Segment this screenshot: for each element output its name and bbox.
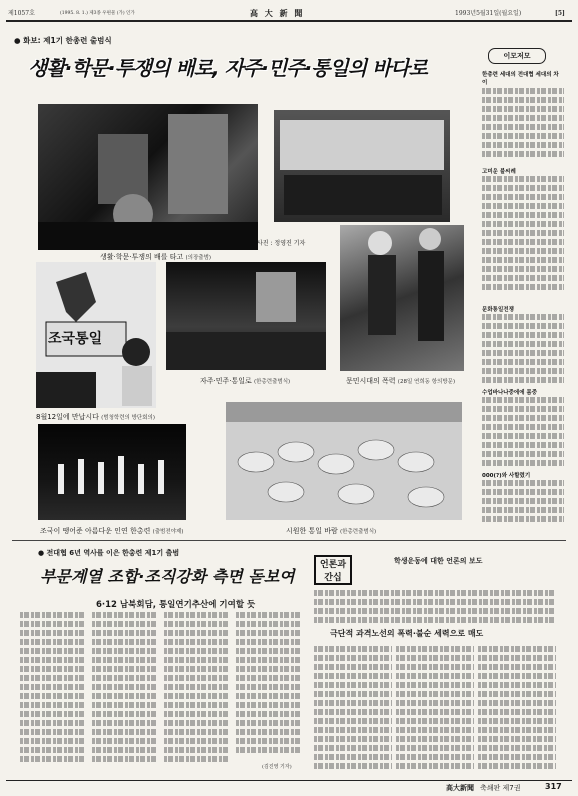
caption-5: 8월12일에 만납시다 (범청학련의 방단회의) [36,413,156,421]
bottom-article-col-3 [164,612,230,770]
caption-6: 조국이 땡어준 아름다운 인연 한총련 (출범전야제) [40,527,184,535]
sidebar-item-2: 고미운 불씨례 [482,169,516,175]
bottom-article-col-1 [20,612,86,770]
photo-riot-police [340,225,464,371]
bottom-headline: 부문계열 조합·조직강화 측면 돋보여 [40,567,295,586]
column-body-1 [314,646,392,776]
sidebar-text-3 [482,314,564,384]
caption-3: 자주·민주·통일로 (한총련출범식) [200,377,291,385]
sidebar-item-4: 수업바나나중에에 몸중 [482,390,538,396]
bottom-kicker: ● 전대협 6년 역사를 이은 한총련 제1기 출범 [38,549,180,557]
footer-rule [6,780,572,781]
column-subhead: 극단적 과격노선의 폭력·불순 세력으로 매도 [330,629,484,638]
photo-unification-banner [36,262,156,408]
photo-campus-banner [274,110,450,222]
bottom-article-col-4 [236,612,302,760]
section-divider [12,540,566,541]
photo-umbrella-crowd [226,402,462,520]
caption-4: 문민시대의 폭력 (28일 연희동 항의방문) [346,377,456,385]
photo-ship-banner [38,104,258,250]
photo-dancers [38,424,186,520]
column-body-2 [396,646,474,776]
bottom-subhead: 6·12 남북회담, 통일연기추산에 기여할 듯 [96,600,256,610]
sidebar-text-4 [482,397,564,467]
sidebar-item-5: 000(?)와 사할렸기 [482,473,531,479]
photo-stage [166,262,326,370]
page-number: [5] [555,10,565,17]
header-rule [6,20,572,22]
photo-credit: 사진 : 정영진 기자 [257,240,306,247]
issue-date: 1993년5월31일(월요일) [455,10,522,17]
footer-page: 317 [545,782,562,791]
registration-note: (1995. 8. 1.) 제3종 우편물 (가) 인가 [60,11,135,16]
sidebar-text-1 [482,88,564,163]
bottom-article-col-2 [92,612,158,770]
top-kicker: ● 화보: 제1기 한총련 출범식 [14,36,112,45]
sidebar-badge: 이모저모 [488,48,546,64]
issue-number: 제1057호 [8,10,35,17]
masthead: 高 大 新 聞 [250,8,305,18]
footer-edition: 축쇄판 제7권 [480,784,521,792]
sidebar-item-1: 한총련 세대의 전대협 세대의 차이 [482,72,559,86]
column-intro [314,590,554,624]
byline: (김진영 기자) [262,764,292,770]
column-body-3 [478,646,556,776]
column-badge: 언론과 간십 [314,555,352,585]
footer-paper-name: 高大新聞 [446,783,474,792]
sidebar-text-5 [482,480,564,528]
caption-1: 생활·학문·투쟁의 배를 타고 (의장출범) [100,253,212,261]
column-title: 학생운동에 대한 언론의 보도 [394,557,483,565]
sidebar-item-3: 문화통일전쟁 [482,307,514,313]
caption-7: 시원한 통일 바람 (한총련출범식) [286,527,377,535]
top-headline: 생활·학문·투쟁의 배로, 자주·민주·통일의 바다로 [28,56,427,80]
banner-text: 조국통일 [48,331,103,347]
sidebar-text-2 [482,176,564,296]
